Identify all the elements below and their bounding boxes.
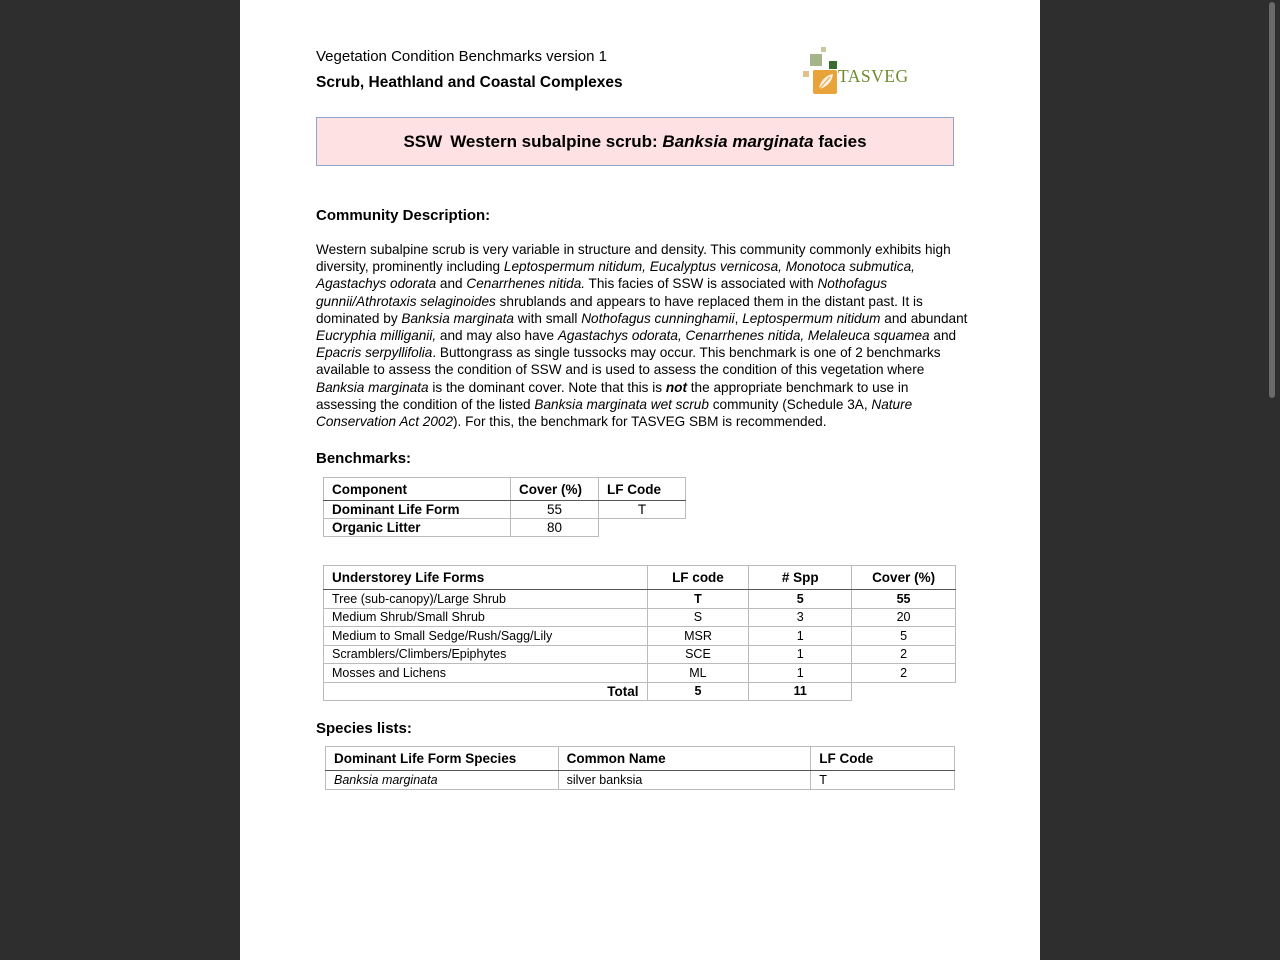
table-row — [324, 627, 956, 646]
community-code: SSW — [403, 131, 443, 151]
table-cell: T — [599, 501, 686, 519]
table-cell: Organic Litter — [324, 519, 511, 537]
table-header: Cover (%) — [511, 478, 599, 501]
description-text-run: the appropriate benchmark to use in assessing the condition of the listed — [316, 379, 909, 412]
community-title-a: Western subalpine scrub: — [450, 131, 663, 151]
table-cell: Banksia marginata — [326, 771, 559, 790]
table-cell: Dominant Life Form — [324, 501, 511, 519]
table-row — [326, 771, 955, 790]
table-header: # Spp — [749, 566, 852, 590]
scrollbar-thumb[interactable] — [1269, 2, 1275, 398]
table-row — [324, 501, 686, 519]
table-cell: T — [811, 771, 955, 790]
table-cell: ML — [647, 664, 749, 683]
table-cell: Mosses and Lichens — [324, 664, 648, 683]
document-page — [240, 0, 1040, 960]
table-cell: 2 — [852, 645, 956, 664]
tasveg-logo — [800, 44, 925, 100]
table-cell: 1 — [749, 645, 852, 664]
table-cell-empty — [852, 682, 956, 701]
description-text-run: Nothofagus gunnii/Athrotaxis selaginoides — [316, 276, 888, 309]
description-text-run: Cenarrhenes nitida. — [466, 276, 586, 292]
total-spp: 11 — [749, 682, 852, 701]
table-cell: 80 — [511, 519, 599, 537]
table-header: LF Code — [599, 478, 686, 501]
description-text-run: and — [436, 276, 467, 292]
description-text-run: and abundant — [880, 310, 968, 326]
table-cell: 1 — [749, 664, 852, 683]
description-text-run: is the dominant cover. Note that this is — [428, 379, 666, 395]
description-text-run: Nature Conservation Act 2002 — [316, 396, 913, 430]
table-cell: 5 — [749, 590, 852, 609]
description-text-run: Epacris serpyllifolia — [316, 345, 433, 361]
table-cell: silver banksia — [558, 771, 811, 790]
description-text-run: This facies of SSW is associated with — [585, 276, 818, 292]
community-title-box — [316, 117, 954, 166]
logo-text: TASVEG — [838, 66, 909, 86]
description-text-run: and — [929, 328, 957, 344]
benchmarks-heading: Benchmarks: — [316, 450, 412, 467]
table-cell: MSR — [647, 627, 749, 646]
table-cell — [599, 519, 686, 537]
table-cell: Medium Shrub/Small Shrub — [324, 608, 648, 627]
table-row — [324, 519, 686, 537]
table-header: Common Name — [558, 747, 811, 771]
component-benchmark-table — [323, 477, 686, 537]
table-header: Dominant Life Form Species — [326, 747, 559, 771]
description-text-run: Banksia marginata — [401, 310, 514, 326]
description-text-run: . Buttongrass as single tussocks may occur. This benchmark is one of 2 benchmarks available to assess the condition of SSW and is used to assess the condition of this vegetation where — [316, 345, 941, 378]
table-header: Understorey Life Forms — [324, 566, 648, 590]
table-header: LF code — [647, 566, 749, 590]
table-cell: 5 — [852, 627, 956, 646]
table-row — [324, 645, 956, 664]
description-text-run: Western subalpine scrub is very variable in structure and density. This community commonly exhibits high diversity, prominently including — [316, 242, 951, 275]
community-description-text — [316, 241, 968, 430]
table-cell: 2 — [852, 664, 956, 683]
table-row — [324, 590, 956, 609]
table-header: LF Code — [811, 747, 955, 771]
description-text-run: Leptospermum nitidum, Eucalyptus vernicosa, Monotoca submutica, Agastachys odorata — [316, 259, 915, 292]
description-text-run: Banksia marginata wet scrub — [534, 396, 709, 412]
description-text-run: Eucryphia milliganii, — [316, 328, 437, 344]
vertical-scrollbar[interactable] — [1268, 0, 1276, 960]
description-text-run: Agastachys odorata, Cenarrhenes nitida, Melaleuca squamea — [557, 328, 930, 344]
community-description-heading: Community Description: — [316, 207, 491, 224]
community-title-b: facies — [813, 131, 867, 151]
species-lists-heading: Species lists: — [316, 720, 412, 737]
table-row — [324, 608, 956, 627]
total-label: Total — [324, 682, 648, 701]
description-text-run: and may also have — [436, 328, 558, 344]
description-text-run: with small — [514, 310, 582, 326]
table-cell: 20 — [852, 608, 956, 627]
understorey-life-forms-table — [323, 565, 956, 701]
table-header: Component — [324, 478, 511, 501]
table-cell: S — [647, 608, 749, 627]
table-cell: Tree (sub-canopy)/Large Shrub — [324, 590, 648, 609]
description-text-run: ). For this, the benchmark for TASVEG SBM is recommended. — [453, 414, 827, 430]
table-cell: T — [647, 590, 749, 609]
description-text-run: Nothofagus cunninghamii — [581, 310, 735, 326]
table-cell: 1 — [749, 627, 852, 646]
table-header: Cover (%) — [852, 566, 956, 590]
table-cell: 55 — [511, 501, 599, 519]
table-cell: SCE — [647, 645, 749, 664]
description-text-run: Banksia marginata — [316, 379, 429, 395]
table-cell: 3 — [749, 608, 852, 627]
total-row — [324, 682, 956, 701]
table-row — [324, 664, 956, 683]
description-text-run: shrublands and appears to have replaced them in the distant past. It is dominated by — [316, 293, 923, 326]
table-cell: 55 — [852, 590, 956, 609]
table-cell: Medium to Small Sedge/Rush/Sagg/Lily — [324, 627, 648, 646]
total-lf: 5 — [647, 682, 749, 701]
community-title-species: Banksia marginata — [662, 131, 814, 151]
description-text-run: , — [734, 310, 743, 326]
description-text-run: Leptospermum nitidum — [742, 310, 881, 326]
description-text-run: not — [665, 379, 687, 395]
header-category-line: Scrub, Heathland and Coastal Complexes — [316, 74, 623, 91]
description-text-run: community (Schedule 3A, — [708, 396, 872, 412]
header-version-line: Vegetation Condition Benchmarks version 1 — [316, 48, 608, 65]
table-cell: Scramblers/Climbers/Epiphytes — [324, 645, 648, 664]
species-list-table — [325, 746, 955, 790]
